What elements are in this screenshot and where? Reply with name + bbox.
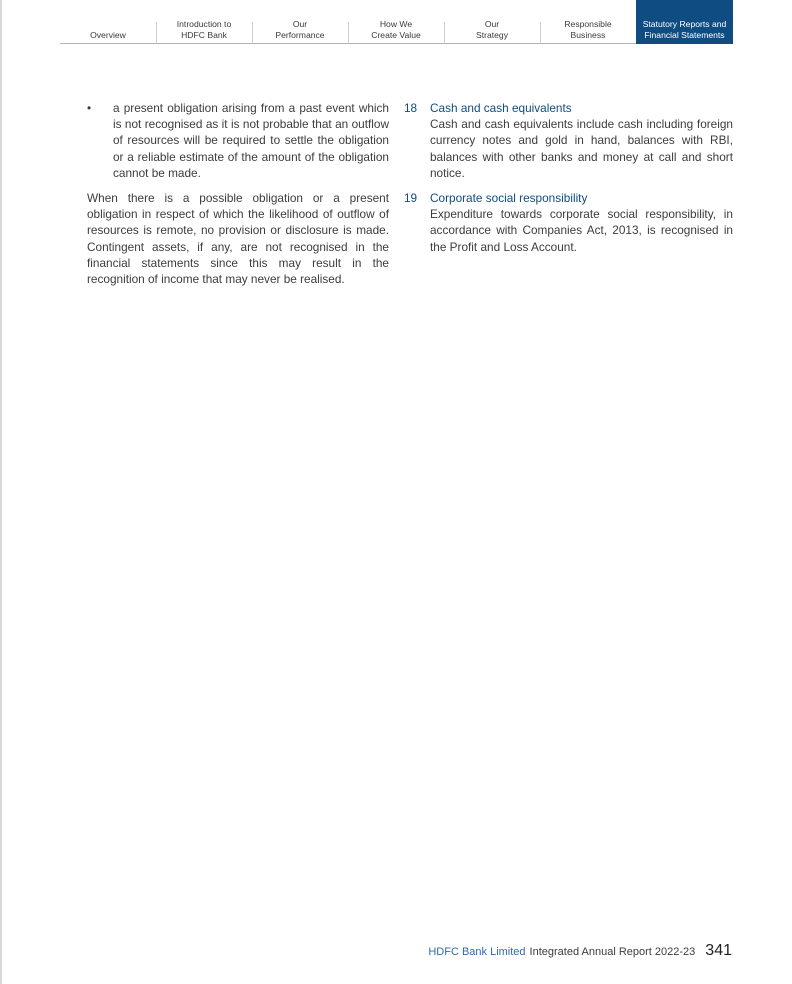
right-column — [404, 100, 733, 264]
section-text: Cash and cash equivalents include cash including foreign currency notes and gold in hand, balances with RBI, balances with other banks and money at call and short notice. — [430, 117, 733, 180]
tab-label-line: Overview — [90, 30, 126, 40]
tab-performance[interactable] — [252, 0, 348, 44]
contingent-assets-paragraph: When there is a possible obligation or a present obligation in respect of which the likelihood of outflow of resources is remote, no provision or disclosure is made. Contingent assets, if any, are not recognised in the financial statements since this may result in the recognition of income that may never be realised. — [87, 191, 389, 287]
section-nav — [60, 0, 733, 44]
tab-label-line: Business — [570, 30, 606, 40]
tab-label-line: Responsible — [564, 19, 612, 29]
tab-label-line: Introduction to — [176, 19, 232, 29]
tab-label-line: Strategy — [475, 30, 508, 40]
tab-label-line: Our — [292, 19, 308, 29]
section-number: 19 — [404, 191, 418, 206]
tab-create-value[interactable] — [348, 0, 444, 44]
tab-label-line: How We — [379, 19, 413, 29]
policy-section — [404, 100, 733, 181]
tab-label-line: Our — [484, 19, 500, 29]
tab-strategy[interactable] — [444, 0, 540, 44]
footer-report-title: Integrated Annual Report 2022-23 — [529, 946, 696, 958]
tab-responsible-business[interactable] — [540, 0, 636, 44]
section-text: Expenditure towards corporate social responsibility, in accordance with Companies Act, 2013, is recognised in the Profit and Loss Account. — [430, 207, 733, 254]
left-column — [87, 100, 389, 299]
tab-introduction[interactable] — [156, 0, 252, 44]
tab-label-line: Statutory Reports and — [642, 19, 727, 29]
bullet-text: a present obligation arising from a past event which is not recognised as it is not probable that an outflow of resources will be required to settle the obligation or a reliable estimate of the amount of the obligation cannot be made. — [113, 101, 389, 180]
tab-label-line: HDFC Bank — [181, 30, 227, 40]
page-edge-rule — [0, 0, 2, 984]
bullet-dot-icon: • — [87, 101, 92, 115]
bullet-item — [87, 100, 389, 181]
section-heading: Cash and cash equivalents — [430, 101, 572, 115]
tab-label-line: Financial Statements — [644, 30, 725, 40]
tab-label-line: Performance — [275, 30, 325, 40]
section-heading: Corporate social responsibility — [430, 191, 588, 206]
section-number: 18 — [404, 101, 418, 115]
footer-brand: HDFC Bank Limited — [428, 946, 526, 958]
tab-label-line: Create Value — [371, 30, 421, 40]
tab-overview[interactable] — [60, 0, 156, 44]
tab-statutory-reports[interactable] — [636, 0, 733, 44]
page-number: 341 — [705, 942, 732, 959]
policy-section — [404, 190, 733, 255]
page-footer — [428, 942, 732, 960]
